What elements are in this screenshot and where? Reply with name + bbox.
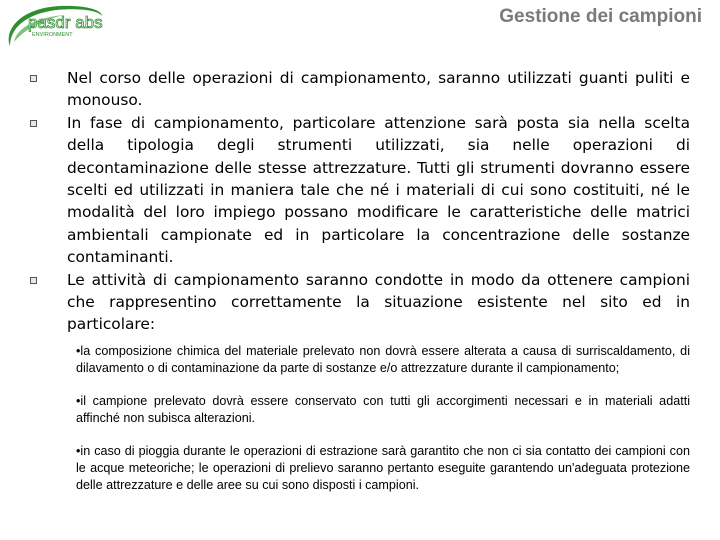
sub-bullet-item: •in caso di pioggia durante le operazioni di estrazione sarà garantito che non ci sia contatto dei campioni con le acque meteoriche; le operazioni di prelievo saranno pertanto eseguite garantendo un'adeguata protezione delle attrezzature e delle aree su cui sono disposti i campioni.: [76, 444, 690, 492]
logo-subtext: ENVIRONMENT: [32, 32, 73, 38]
logo-text: pasdr abs: [28, 13, 103, 32]
square-bullet-icon: [30, 277, 37, 284]
bullet-item: [30, 67, 690, 112]
square-bullet-icon: [30, 120, 37, 127]
sub-bullet-item: •il campione prelevato dovrà essere conservato con tutti gli accorgimenti necessari e in materiali adatti affinché non subisca alterazioni.: [76, 394, 690, 425]
page-title: Gestione dei campioni: [499, 6, 702, 27]
sub-bullet-list: [76, 343, 690, 494]
bullet-item: [30, 269, 690, 336]
company-logo: [2, 2, 106, 50]
square-bullet-icon: [30, 75, 37, 82]
bullet-text: Nel corso delle operazioni di campionamento, saranno utilizzati guanti puliti e monouso.: [67, 69, 690, 110]
bullet-item: [30, 112, 690, 269]
bullet-list: [30, 67, 690, 336]
bullet-text: Le attività di campionamento saranno condotte in modo da ottenere campioni che rappresentino correttamente la situazione esistente nel sito ed in particolare:: [67, 270, 690, 334]
sub-bullet-item: •la composizione chimica del materiale prelevato non dovrà essere alterata a causa di surriscaldamento, di dilavamento o di contaminazione da parte di sostanze e/o attrezzature durante il campionamento;: [76, 344, 690, 375]
bullet-text: In fase di campionamento, particolare attenzione sarà posta sia nella scelta della tipologia degli strumenti utilizzati, sia nelle operazioni di decontaminazione delle stesse attrezzature. Tutti gli strumenti dovranno essere scelti ed utilizzati in maniera tale che né i materiali di cui sono costituiti, né le modalità del loro impiego possano modificare le caratteristiche delle matrici ambientali campionate ed in particolare la concentrazione delle sostanze contaminanti.: [67, 113, 690, 267]
